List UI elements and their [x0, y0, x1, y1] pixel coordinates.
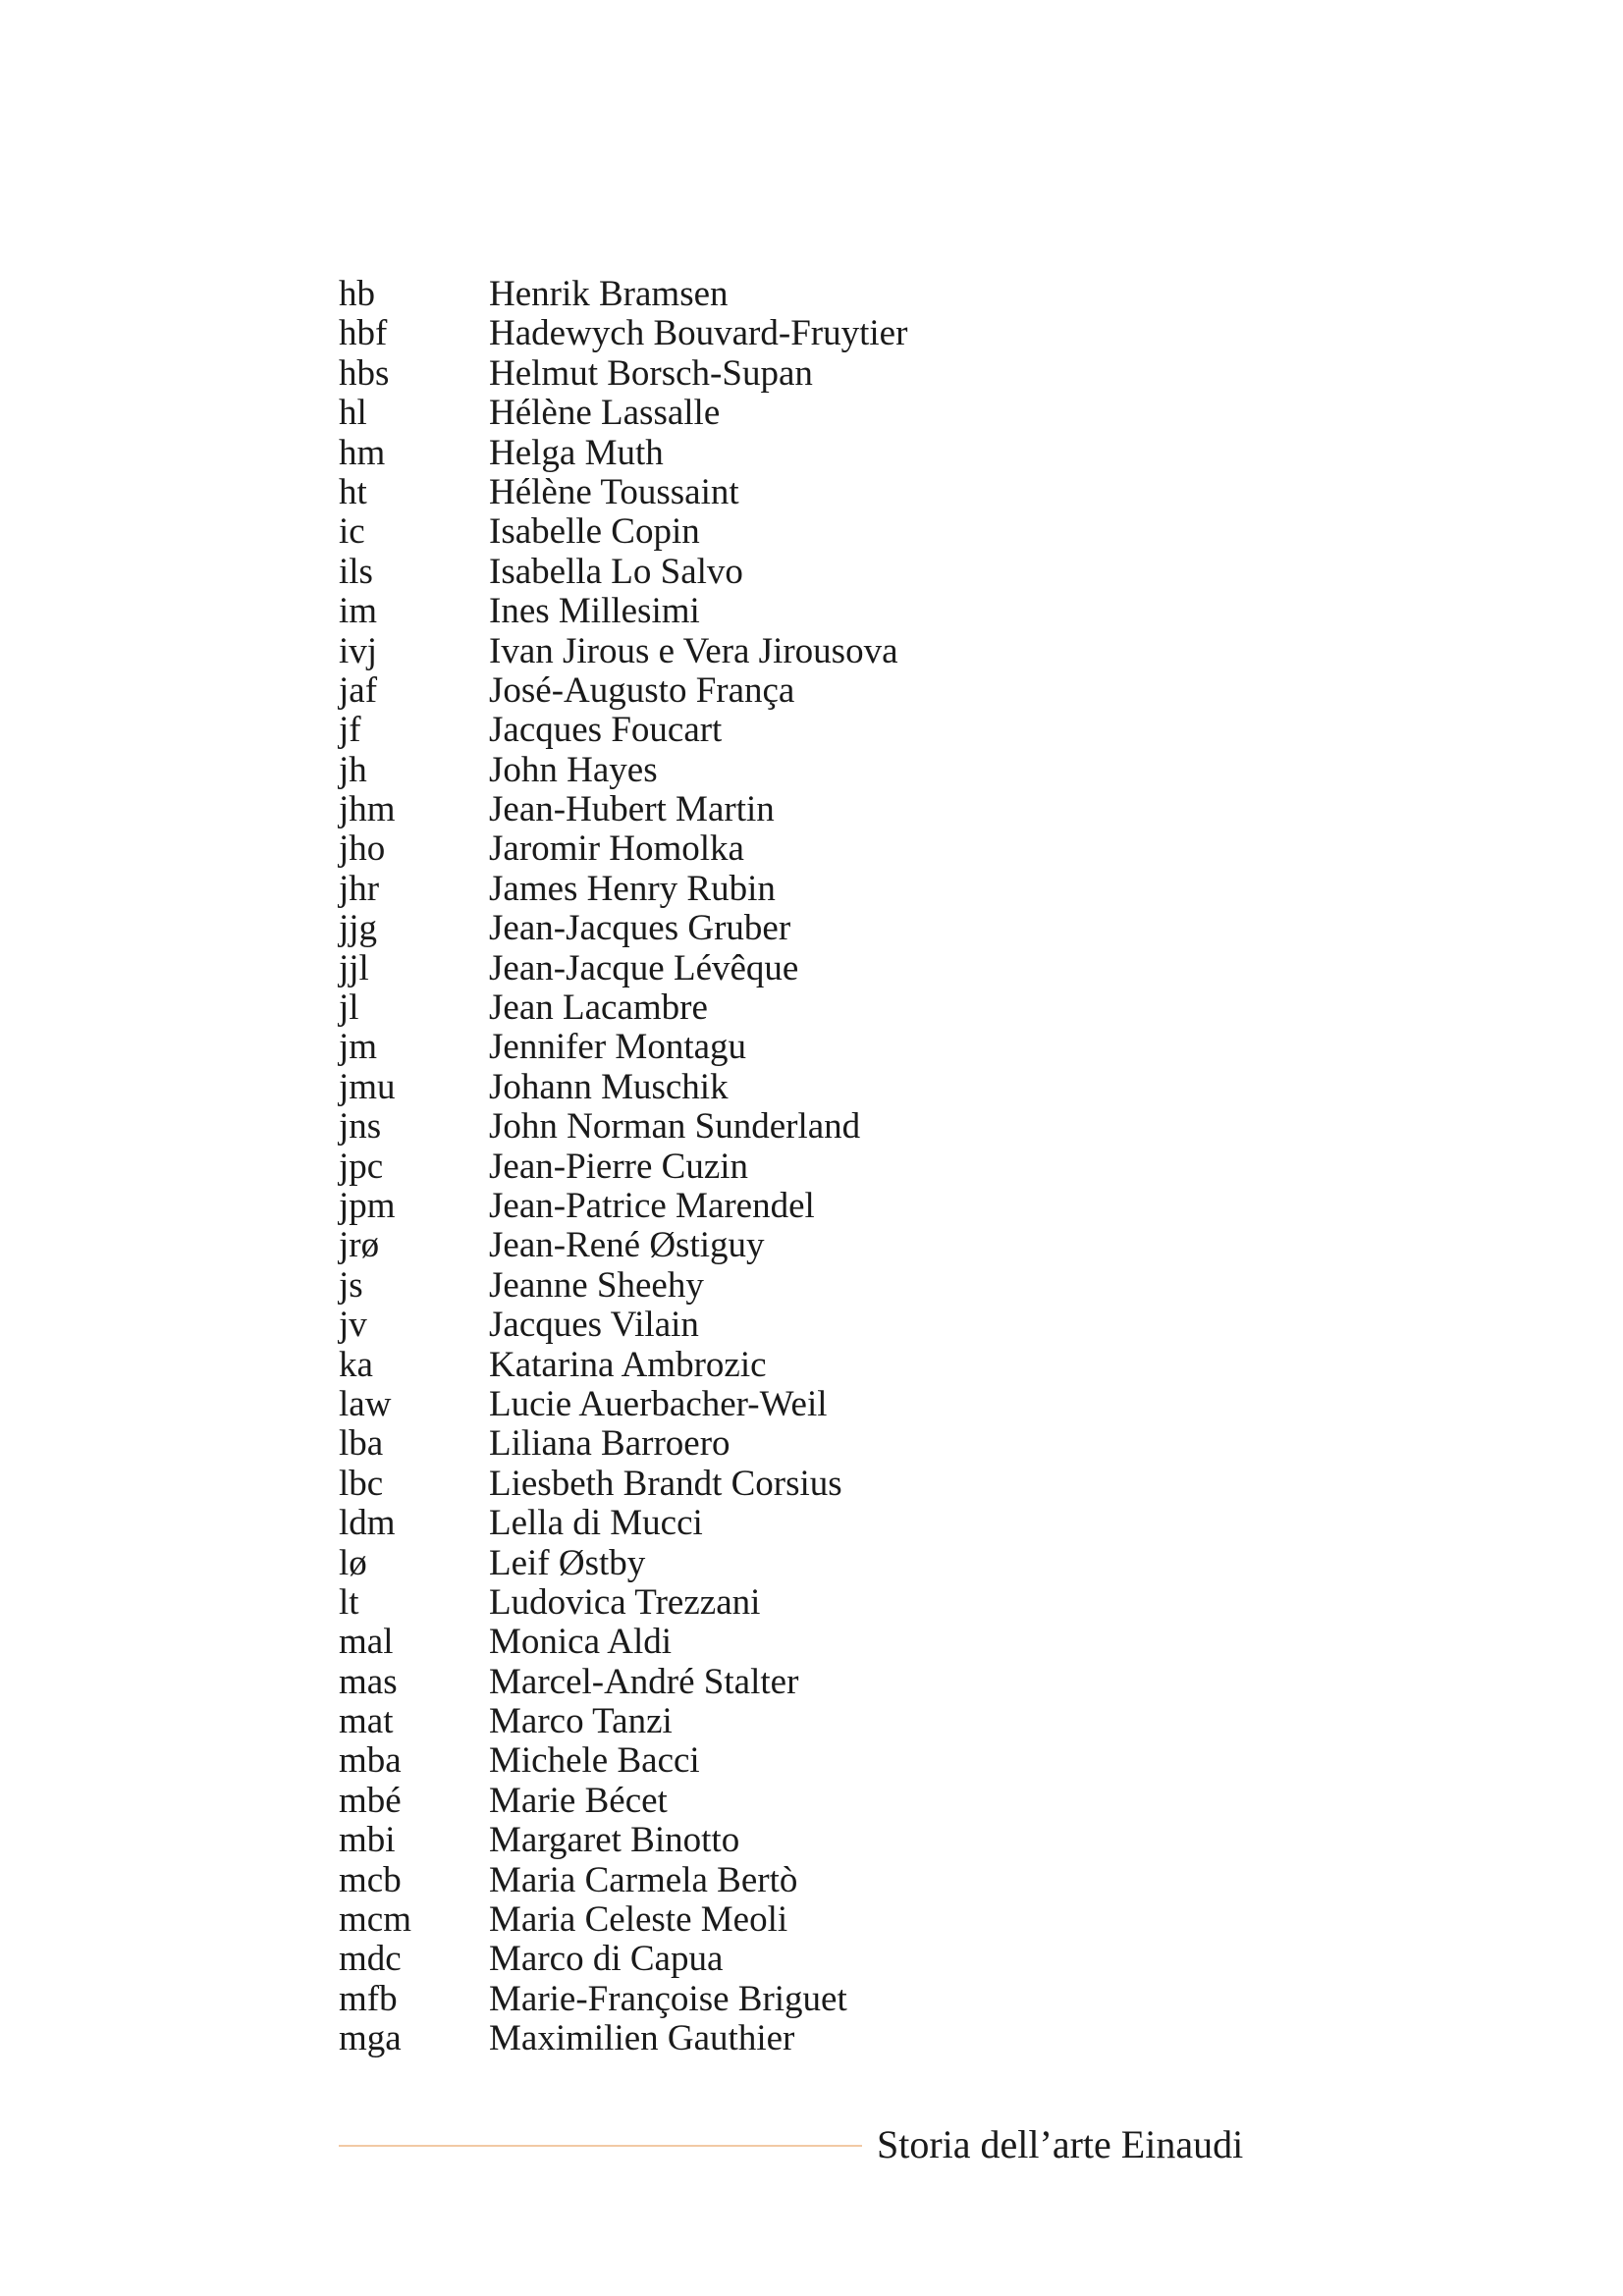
list-item	[339, 1107, 1321, 1147]
entry-name: James Henry Rubin	[489, 868, 776, 909]
list-item	[339, 592, 1321, 631]
entry-name: Jacques Foucart	[489, 710, 723, 751]
entry-abbreviation: mbé	[339, 1780, 402, 1821]
list-item	[339, 1187, 1321, 1226]
entry-name: Ivan Jirous e Vera Jirousova	[489, 630, 898, 671]
entry-name: Helmut Borsch-Supan	[489, 352, 813, 394]
entry-abbreviation: ivj	[339, 630, 378, 671]
entry-name: Katarina Ambrozic	[489, 1344, 767, 1385]
entry-name: José-Augusto França	[489, 669, 795, 711]
entry-name: Lucie Auerbacher-Weil	[489, 1383, 828, 1424]
entry-name: Michele Bacci	[489, 1740, 700, 1782]
list-item	[339, 434, 1321, 473]
entry-name: Jennifer Montagu	[489, 1027, 747, 1068]
entry-abbreviation: hbf	[339, 313, 388, 354]
list-item	[339, 394, 1321, 433]
entry-abbreviation: jrø	[339, 1225, 380, 1266]
entry-abbreviation: mcm	[339, 1899, 411, 1941]
footer-title: Storia dell’arte Einaudi	[877, 2122, 1244, 2166]
entry-name: Jean Lacambre	[489, 988, 708, 1029]
list-item	[339, 1346, 1321, 1385]
entry-abbreviation: jjl	[339, 947, 369, 988]
entry-name: Jean-Jacques Gruber	[489, 908, 791, 949]
list-item	[339, 1068, 1321, 1107]
entry-abbreviation: jmu	[339, 1066, 396, 1107]
entry-abbreviation: jaf	[339, 669, 378, 711]
list-item	[339, 1148, 1321, 1187]
entry-abbreviation: ht	[339, 471, 367, 512]
entry-abbreviation: jhm	[339, 789, 396, 830]
list-item	[339, 1226, 1321, 1265]
entry-name: Hadewych Bouvard-Fruytier	[489, 313, 908, 354]
entry-name: Jacques Vilain	[489, 1305, 699, 1346]
entry-name: Margaret Binotto	[489, 1820, 740, 1861]
entry-name: Leif Østby	[489, 1542, 646, 1583]
entry-abbreviation: mat	[339, 1701, 394, 1742]
entry-name: Monica Aldi	[489, 1622, 673, 1663]
list-item	[339, 1028, 1321, 1067]
entry-abbreviation: law	[339, 1383, 392, 1424]
entry-name: Johann Muschik	[489, 1066, 729, 1107]
entry-name: Hélène Toussaint	[489, 471, 739, 512]
list-item	[339, 1544, 1321, 1583]
list-item	[339, 751, 1321, 790]
entry-abbreviation: mdc	[339, 1939, 402, 1980]
entry-abbreviation: jhr	[339, 868, 380, 909]
entry-abbreviation: lbc	[339, 1463, 384, 1504]
entry-abbreviation: lø	[339, 1542, 367, 1583]
list-item	[339, 275, 1321, 314]
entry-abbreviation: ka	[339, 1344, 373, 1385]
footer-rule	[339, 2145, 862, 2147]
entry-name: Isabella Lo Salvo	[489, 551, 743, 592]
entry-name: Lella di Mucci	[489, 1503, 703, 1544]
entry-name: Maria Celeste Meoli	[489, 1899, 788, 1941]
list-item	[339, 314, 1321, 353]
list-item	[339, 1821, 1321, 1860]
entry-name: Jean-Hubert Martin	[489, 789, 775, 830]
list-item	[339, 1306, 1321, 1345]
entry-abbreviation: jm	[339, 1027, 378, 1068]
list-item	[339, 711, 1321, 750]
entry-abbreviation: jjg	[339, 908, 378, 949]
entry-abbreviation: jho	[339, 828, 386, 870]
entry-name: Jean-Jacque Lévêque	[489, 947, 799, 988]
list-item	[339, 988, 1321, 1028]
list-item	[339, 671, 1321, 711]
entry-abbreviation: jns	[339, 1106, 382, 1148]
entry-abbreviation: jv	[339, 1305, 367, 1346]
list-item	[339, 1424, 1321, 1464]
entry-name: Marcel-André Stalter	[489, 1661, 799, 1702]
list-item	[339, 909, 1321, 948]
entry-abbreviation: hm	[339, 432, 386, 473]
entry-abbreviation: mbi	[339, 1820, 396, 1861]
entry-name: John Norman Sunderland	[489, 1106, 861, 1148]
list-item	[339, 829, 1321, 869]
list-item	[339, 1504, 1321, 1543]
entry-abbreviation: jh	[339, 749, 367, 790]
entry-name: Liliana Barroero	[489, 1423, 730, 1465]
list-item	[339, 870, 1321, 909]
entry-name: Maximilien Gauthier	[489, 2018, 795, 2059]
list-item	[339, 1861, 1321, 1900]
list-item	[339, 553, 1321, 592]
entry-abbreviation: hbs	[339, 352, 390, 394]
entry-abbreviation: ic	[339, 511, 365, 553]
entry-abbreviation: hl	[339, 393, 367, 434]
entry-abbreviation: mcb	[339, 1859, 402, 1900]
list-item	[339, 1266, 1321, 1306]
entry-abbreviation: hb	[339, 274, 375, 314]
entry-name: Liesbeth Brandt Corsius	[489, 1463, 842, 1504]
entry-abbreviation: lba	[339, 1423, 384, 1465]
entry-name: Hélène Lassalle	[489, 393, 721, 434]
list-item	[339, 1385, 1321, 1424]
entry-abbreviation: ldm	[339, 1503, 396, 1544]
entry-abbreviation: mfb	[339, 1978, 398, 2019]
page-footer	[339, 2120, 1301, 2169]
entry-name: Ludovica Trezzani	[489, 1581, 761, 1623]
list-item	[339, 949, 1321, 988]
entry-name: Jean-René Østiguy	[489, 1225, 765, 1266]
entry-name: Jeanne Sheehy	[489, 1264, 704, 1306]
list-item	[339, 354, 1321, 394]
entry-name: John Hayes	[489, 749, 658, 790]
entry-abbreviation: mba	[339, 1740, 402, 1782]
entry-abbreviation: jpc	[339, 1146, 384, 1187]
list-item	[339, 632, 1321, 671]
list-item	[339, 2019, 1321, 2058]
entry-name: Marie Bécet	[489, 1780, 668, 1821]
list-item	[339, 1900, 1321, 1940]
entry-abbreviation: jl	[339, 988, 359, 1029]
list-item	[339, 1741, 1321, 1781]
list-item	[339, 1782, 1321, 1821]
entry-name: Isabelle Copin	[489, 511, 700, 553]
entry-abbreviation: js	[339, 1264, 363, 1306]
entry-name: Marco di Capua	[489, 1939, 724, 1980]
list-item	[339, 1465, 1321, 1504]
entry-name: Marco Tanzi	[489, 1701, 673, 1742]
entry-abbreviation: jpm	[339, 1185, 396, 1226]
list-item	[339, 473, 1321, 512]
entry-name: Ines Millesimi	[489, 591, 700, 632]
list-item	[339, 1980, 1321, 2019]
entry-name: Jean-Pierre Cuzin	[489, 1146, 749, 1187]
list-item	[339, 790, 1321, 829]
contributors-list	[339, 275, 1321, 2059]
list-item	[339, 1623, 1321, 1662]
list-item	[339, 1940, 1321, 1979]
list-item	[339, 512, 1321, 552]
list-item	[339, 1702, 1321, 1741]
entry-abbreviation: jf	[339, 710, 361, 751]
list-item	[339, 1583, 1321, 1623]
entry-abbreviation: mal	[339, 1622, 394, 1663]
list-item	[339, 1663, 1321, 1702]
entry-name: Marie-Françoise Briguet	[489, 1978, 847, 2019]
entry-name: Jaromir Homolka	[489, 828, 744, 870]
entry-abbreviation: im	[339, 591, 378, 632]
entry-abbreviation: ils	[339, 551, 373, 592]
entry-abbreviation: mga	[339, 2018, 402, 2059]
entry-name: Maria Carmela Bertò	[489, 1859, 798, 1900]
entry-name: Helga Muth	[489, 432, 664, 473]
entry-name: Jean-Patrice Marendel	[489, 1185, 815, 1226]
entry-abbreviation: mas	[339, 1661, 398, 1702]
entry-abbreviation: lt	[339, 1581, 359, 1623]
entry-name: Henrik Bramsen	[489, 274, 729, 314]
